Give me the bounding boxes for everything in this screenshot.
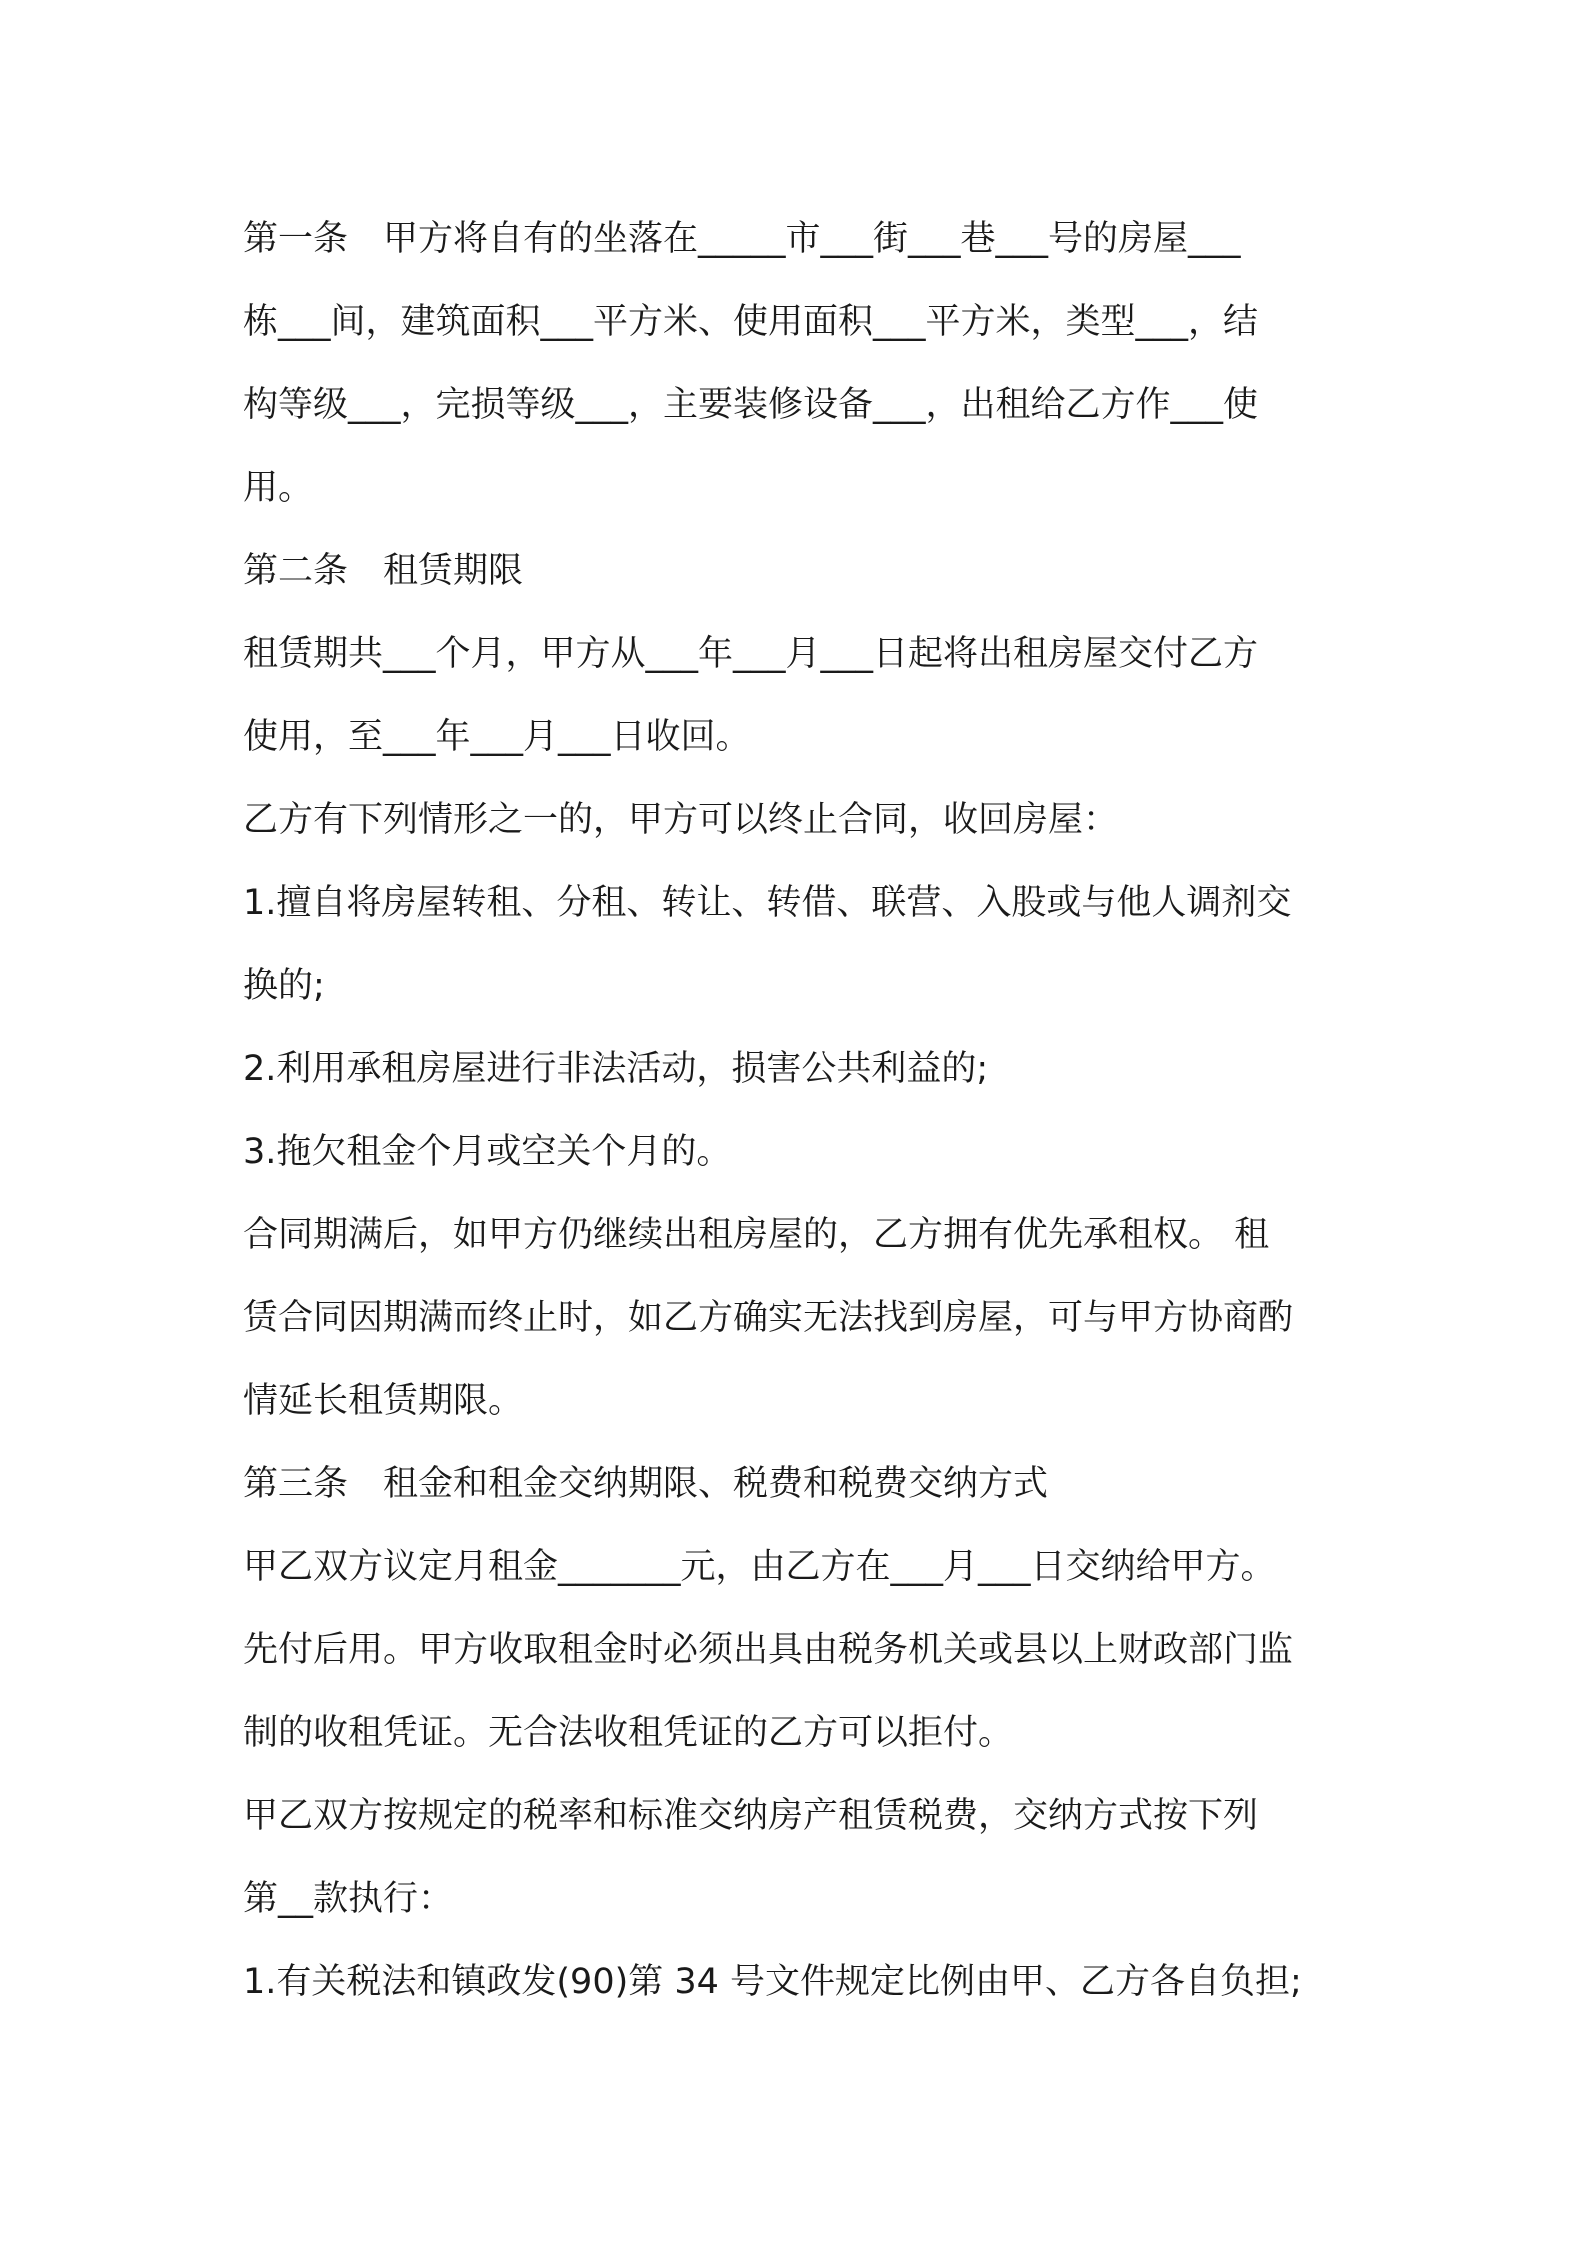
renewal-line-2: 赁合同因期满而终止时，如乙方确实无法找到房屋，可与甲方协商酌 [243, 1298, 1294, 1338]
termination-item-2: 2.利用承租房屋进行非法活动，损害公共利益的; [243, 1049, 989, 1089]
article-1-line-3: 构等级___，完损等级___，主要装修设备___，出租给乙方作___使 [243, 385, 1259, 425]
tax-item-1: 1.有关税法和镇政发(90)第 34 号文件规定比例由甲、乙方各自负担; [243, 1962, 1302, 2002]
article-2-heading: 第二条 租赁期限 [243, 551, 524, 591]
rent-line-3: 制的收租凭证。无合法收租凭证的乙方可以拒付。 [243, 1713, 1014, 1753]
renewal-line-1: 合同期满后，如甲方仍继续出租房屋的，乙方拥有优先承租权。 租 [243, 1215, 1270, 1255]
termination-intro: 乙方有下列情形之一的，甲方可以终止合同，收回房屋： [243, 800, 1119, 840]
tax-line-2: 第__款执行： [243, 1879, 454, 1919]
article-1-line-1: 第一条 甲方将自有的坐落在_____市___街___巷___号的房屋___ [243, 219, 1241, 259]
tax-line-1: 甲乙双方按规定的税率和标准交纳房产租赁税费，交纳方式按下列 [243, 1796, 1259, 1836]
rent-line-1: 甲乙双方议定月租金_______元，由乙方在___月___日交纳给甲方。 [243, 1547, 1276, 1587]
termination-item-1-line-2: 换的; [243, 966, 325, 1006]
termination-item-1-line-1: 1.擅自将房屋转租、分租、转让、转借、联营、入股或与他人调剂交 [243, 883, 1292, 923]
rent-line-2: 先付后用。甲方收取租金时必须出具由税务机关或县以上财政部门监 [243, 1630, 1294, 1670]
article-3-heading: 第三条 租金和租金交纳期限、税费和税费交纳方式 [243, 1464, 1049, 1504]
article-1-line-4: 用。 [243, 468, 314, 508]
termination-item-3: 3.拖欠租金个月或空关个月的。 [243, 1132, 732, 1172]
article-1-line-2: 栋___间，建筑面积___平方米、使用面积___平方米，类型___，结 [243, 302, 1259, 342]
lease-term-line-1: 租赁期共___个月，甲方从___年___月___日起将出租房屋交付乙方 [243, 634, 1259, 674]
contract-body [243, 198, 1363, 2024]
renewal-line-3: 情延长租赁期限。 [243, 1381, 524, 1421]
lease-term-line-2: 使用，至___年___月___日收回。 [243, 717, 751, 757]
